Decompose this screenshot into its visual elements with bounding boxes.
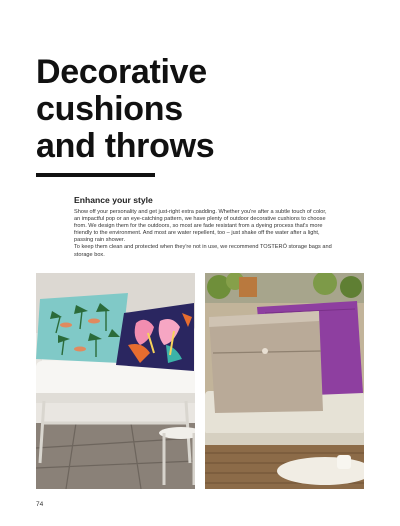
body-copy xyxy=(74,209,332,259)
page-number: 74 xyxy=(36,501,44,508)
tropical-cushion xyxy=(36,293,128,363)
body-paragraph: Show off your personality and get just-right extra padding. Whether you're after a subtle touch of color, an impactful pop or an eye-catching pattern, we have plenty of outdoor decorative cushions to choose from. We design them for the outdoors, so most are fade resistant from a dyeing process that's more friendly to the environment. And most are water repellent, too – just shake off the water after a light, passing rain shower. xyxy=(74,209,327,244)
section-subheading: Enhance your style xyxy=(74,195,153,205)
body-paragraph: To keep them clean and protected when they're not in use, we recommend TOSTERÖ storage bags and storage box. xyxy=(74,244,332,258)
photo-white-sofa-cushions xyxy=(36,273,195,489)
linen-cushion xyxy=(209,311,323,413)
flamingo-cushion xyxy=(116,303,194,371)
page-title: Decorative cushions and throws xyxy=(36,53,215,165)
photo-wicker-sofa-cushions xyxy=(205,273,364,489)
title-underline-rule xyxy=(36,173,155,177)
